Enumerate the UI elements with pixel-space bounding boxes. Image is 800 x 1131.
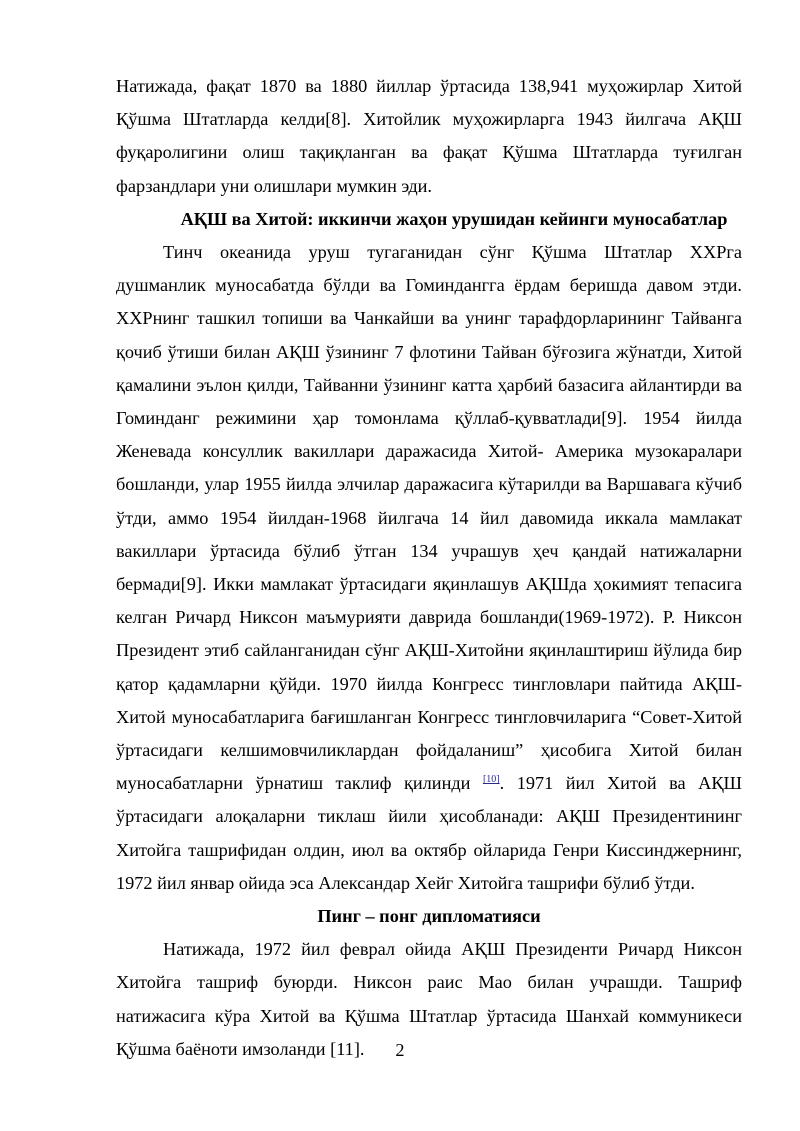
section-heading-ping-pong-diplomacy: Пинг – понг дипломатияси: [317, 906, 541, 927]
document-page: [116, 70, 742, 1066]
section-heading-postwar-relations: АҚШ ва Хитой: иккинчи жаҳон урушидан кейинги муносабатлар: [180, 208, 728, 229]
footnote-reference-link[interactable]: [10]: [482, 774, 500, 786]
paragraph-postwar-relations: [116, 236, 742, 900]
page-number: 2: [395, 1040, 405, 1060]
paragraph-text-continued: . 1971 йил Хитой ва АҚШ ўртасидаги алоқаларни тиклаш йили ҳисобланади: АҚШ Президентининг Хитойга ташрифидан олдин, июл ва октябр ойларида Генри Киссинджернинг, 1972 йил январ ойида эса Александар Хейг Хитойга ташрифи бўлиб ўтди.: [116, 773, 742, 893]
paragraph-nixon-visit: Натижада, 1972 йил феврал ойида АҚШ Президенти Ричард Никсон Хитойга ташриф буюрди. Никсон раис Мао билан учрашди. Ташриф натижасига кўра Хитой ва Қўшма Штатлар ўртасида Шанхай коммуникеси Қўшма баёноти имзоланди [11].: [116, 939, 742, 1059]
paragraph-immigration: Натижада, фақат 1870 ва 1880 йиллар ўртасида 138,941 муҳожирлар Хитой Қўшма Штатларда келди[8]. Хитойлик муҳожирларга 1943 йилгача АҚШ фуқаролигини олиш тақиқланган ва фақат Қўшма Штатларда туғилган фарзандлари уни олишлари мумкин эди.: [116, 76, 742, 196]
paragraph-text: Тинч океанида уруш тугаганидан сўнг Қўшма Штатлар ХХРга душманлик муносабатда бўлди ва Гоминдангга ёрдам беришда давом этди. ХХРнинг ташкил топиши ва Чанкайши ва унинг тарафдорларининг Тайванга қочиб ўтиши билан АҚШ ўзининг 7 флотини Тайван бўғозига жўнатди, Хитой қамалини эълон қилди, Тайванни ўзининг катта ҳарбий базасига айлантирди ва Гоминданг режимини ҳар томонлама қўллаб-қувватлади[9]. 1954 йилда Женевада консуллик вакиллари даражасида Хитой- Америка музокаралари бошланди, улар 1955 йилда элчилар даражасига кўтарилди ва Варшавага кўчиб ўтди, аммо 1954 йилдан-1968 йилгача 14 йил давомида иккала мамлакат вакиллари ўртасида бўлиб ўтган 134 учрашув ҳеч қандай натижаларни бермади[9]. Икки мамлакат ўртасидаги яқинлашув АҚШда ҳокимият тепасига келган Ричард Никсон маъмурияти даврида бошланди(1969-1972). Р. Никсон Президент этиб сайланганидан сўнг АҚШ-Хитойни яқинлаштириш йўлида бир қатор қадамларни қўйди. 1970 йилда Конгресс тингловлари пайтида АҚШ-Хитой муносабатларига бағишланган Конгресс тингловчиларига “Совет-Хитой ўртасидаги келшимовчиликлардан фойдаланиш” ҳисобига Хитой билан муносабатларни ўрнатиш таклиф қилинди: [116, 242, 742, 794]
